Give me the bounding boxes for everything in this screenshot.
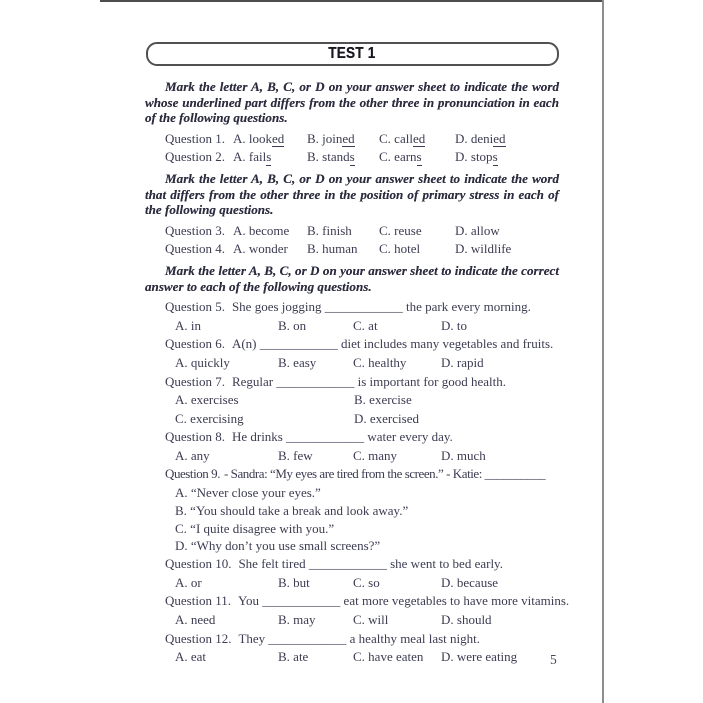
answer-option: B. human (307, 241, 358, 257)
question-row (100, 148, 604, 167)
underlined-part: s (266, 149, 272, 165)
question-number: Question 1. (165, 130, 225, 146)
options-row (100, 520, 604, 538)
answer-option: B. joined (307, 130, 355, 146)
answer-option: C. called (379, 130, 426, 146)
question-number: Question 4. (165, 241, 225, 257)
options-row (100, 611, 604, 630)
answer-option: D. should (441, 612, 492, 628)
question-text: He drinks ____________ water every day. (231, 429, 453, 445)
answer-option: A. looked (233, 130, 285, 146)
question-number: Question 10. (165, 556, 232, 572)
answer-option: D. allow (455, 222, 500, 238)
test-page (100, 0, 604, 703)
answer-option: D. rapid (441, 354, 484, 370)
answer-option: C. have eaten (353, 649, 424, 665)
underlined-part: s (492, 149, 498, 165)
answer-option: A. quickly (175, 354, 230, 370)
answer-option: B. but (278, 574, 310, 590)
options-row (100, 502, 604, 520)
question-row (100, 240, 604, 259)
answer-option: C. exercising (175, 410, 244, 426)
question-line (100, 428, 604, 447)
underlined-part: ed (412, 130, 426, 146)
question-text: Regular ____________ is important for good health. (231, 373, 506, 389)
underlined-part: s (349, 149, 355, 165)
question-line (100, 373, 604, 392)
answer-option: C. “I quite disagree with you.” (175, 520, 335, 536)
question-row (100, 222, 604, 241)
question-text: She goes jogging ____________ the park every morning. (231, 299, 531, 315)
answer-option: C. earns (379, 149, 422, 165)
answer-option: D. much (441, 447, 486, 463)
answer-option: C. at (353, 317, 378, 333)
answer-option: B. ate (278, 649, 309, 665)
answer-option: D. to (441, 317, 468, 333)
question-number: Question 9. (165, 466, 220, 482)
answer-option: A. wonder (233, 241, 288, 257)
answer-option: D. “Why don’t you use small screens?” (175, 538, 381, 554)
question-line (100, 335, 604, 354)
question-number: Question 3. (165, 222, 225, 238)
underlined-part: ed (272, 130, 285, 146)
underlined-part: ed (342, 130, 355, 146)
answer-option: A. eat (175, 649, 207, 665)
options-row (100, 317, 604, 336)
answer-option: C. so (353, 574, 380, 590)
answer-option: D. because (441, 574, 499, 590)
question-number: Question 5. (165, 299, 225, 315)
question-line (100, 592, 604, 611)
question-number: Question 7. (165, 373, 225, 389)
answer-option: A. in (175, 317, 202, 333)
answer-option: D. exercised (354, 410, 419, 426)
answer-option: C. hotel (379, 241, 421, 257)
question-line (100, 630, 604, 649)
question-text: A(n) ____________ diet includes many vegetables and fruits. (231, 336, 554, 352)
question-row (100, 130, 604, 149)
answer-option: D. stops (455, 149, 498, 165)
question-text: You ____________ eat more vegetables to have more vitamins. (237, 593, 570, 609)
test-title-box (146, 42, 559, 66)
answer-option: B. may (278, 612, 316, 628)
options-row (100, 410, 604, 429)
question-number: Question 2. (165, 149, 225, 165)
underlined-part: s (416, 149, 422, 165)
question-text: She felt tired ____________ she went to bed early. (238, 556, 503, 572)
answer-option: A. “Never close your eyes.” (175, 485, 321, 501)
answer-option: B. stands (307, 149, 355, 165)
options-row (100, 391, 604, 410)
answer-option: A. or (175, 574, 202, 590)
question-line (100, 555, 604, 574)
answer-option: A. need (175, 612, 216, 628)
answer-option: B. on (278, 317, 307, 333)
question-number: Question 12. (165, 630, 232, 646)
instruction-paragraph: Mark the letter A, B, C, or D on your answer sheet to indicate the word that differs from the other three in the position of primary stress in each of the following questions. (145, 170, 559, 218)
answer-option: B. easy (278, 354, 317, 370)
answer-option: B. finish (307, 222, 352, 238)
answer-option: B. few (278, 447, 313, 463)
page-number: 5 (550, 652, 557, 667)
answer-option: D. were eating (441, 649, 518, 665)
question-line (100, 465, 604, 484)
question-line (100, 298, 604, 317)
underlined-part: ed (493, 130, 506, 146)
options-row (100, 648, 604, 667)
question-number: Question 8. (165, 429, 225, 445)
test-title: TEST 1 (328, 45, 376, 62)
answer-option: A. exercises (175, 392, 239, 408)
instruction-paragraph: Mark the letter A, B, C, or D on your answer sheet to indicate the correct answer to each of the following questions. (145, 262, 559, 294)
answer-option: C. will (353, 612, 389, 628)
question-text: They ____________ a healthy meal last night. (238, 630, 480, 646)
answer-option: C. healthy (353, 354, 407, 370)
answer-option: B. exercise (354, 392, 412, 408)
answer-option: A. become (233, 222, 290, 238)
question-text: - Sandra: “My eyes are tired from the screen.” - Katie: __________ (224, 466, 546, 482)
answer-option: A. any (175, 447, 210, 463)
options-row (100, 484, 604, 502)
questions-area (100, 79, 604, 667)
answer-option: D. denied (455, 130, 506, 146)
options-row (100, 447, 604, 466)
question-number: Question 11. (165, 593, 231, 609)
answer-option: A. fails (233, 149, 272, 165)
question-number: Question 6. (165, 336, 225, 352)
options-row (100, 537, 604, 555)
options-row (100, 354, 604, 373)
options-row (100, 574, 604, 593)
answer-option: C. many (353, 447, 398, 463)
answer-option: B. “You should take a break and look away.” (175, 502, 409, 518)
instruction-paragraph: Mark the letter A, B, C, or D on your answer sheet to indicate the word whose underlined part differs from the other three in pronunciation in each of the following questions. (145, 79, 559, 126)
answer-option: C. reuse (379, 222, 422, 238)
answer-option: D. wildlife (455, 241, 512, 257)
